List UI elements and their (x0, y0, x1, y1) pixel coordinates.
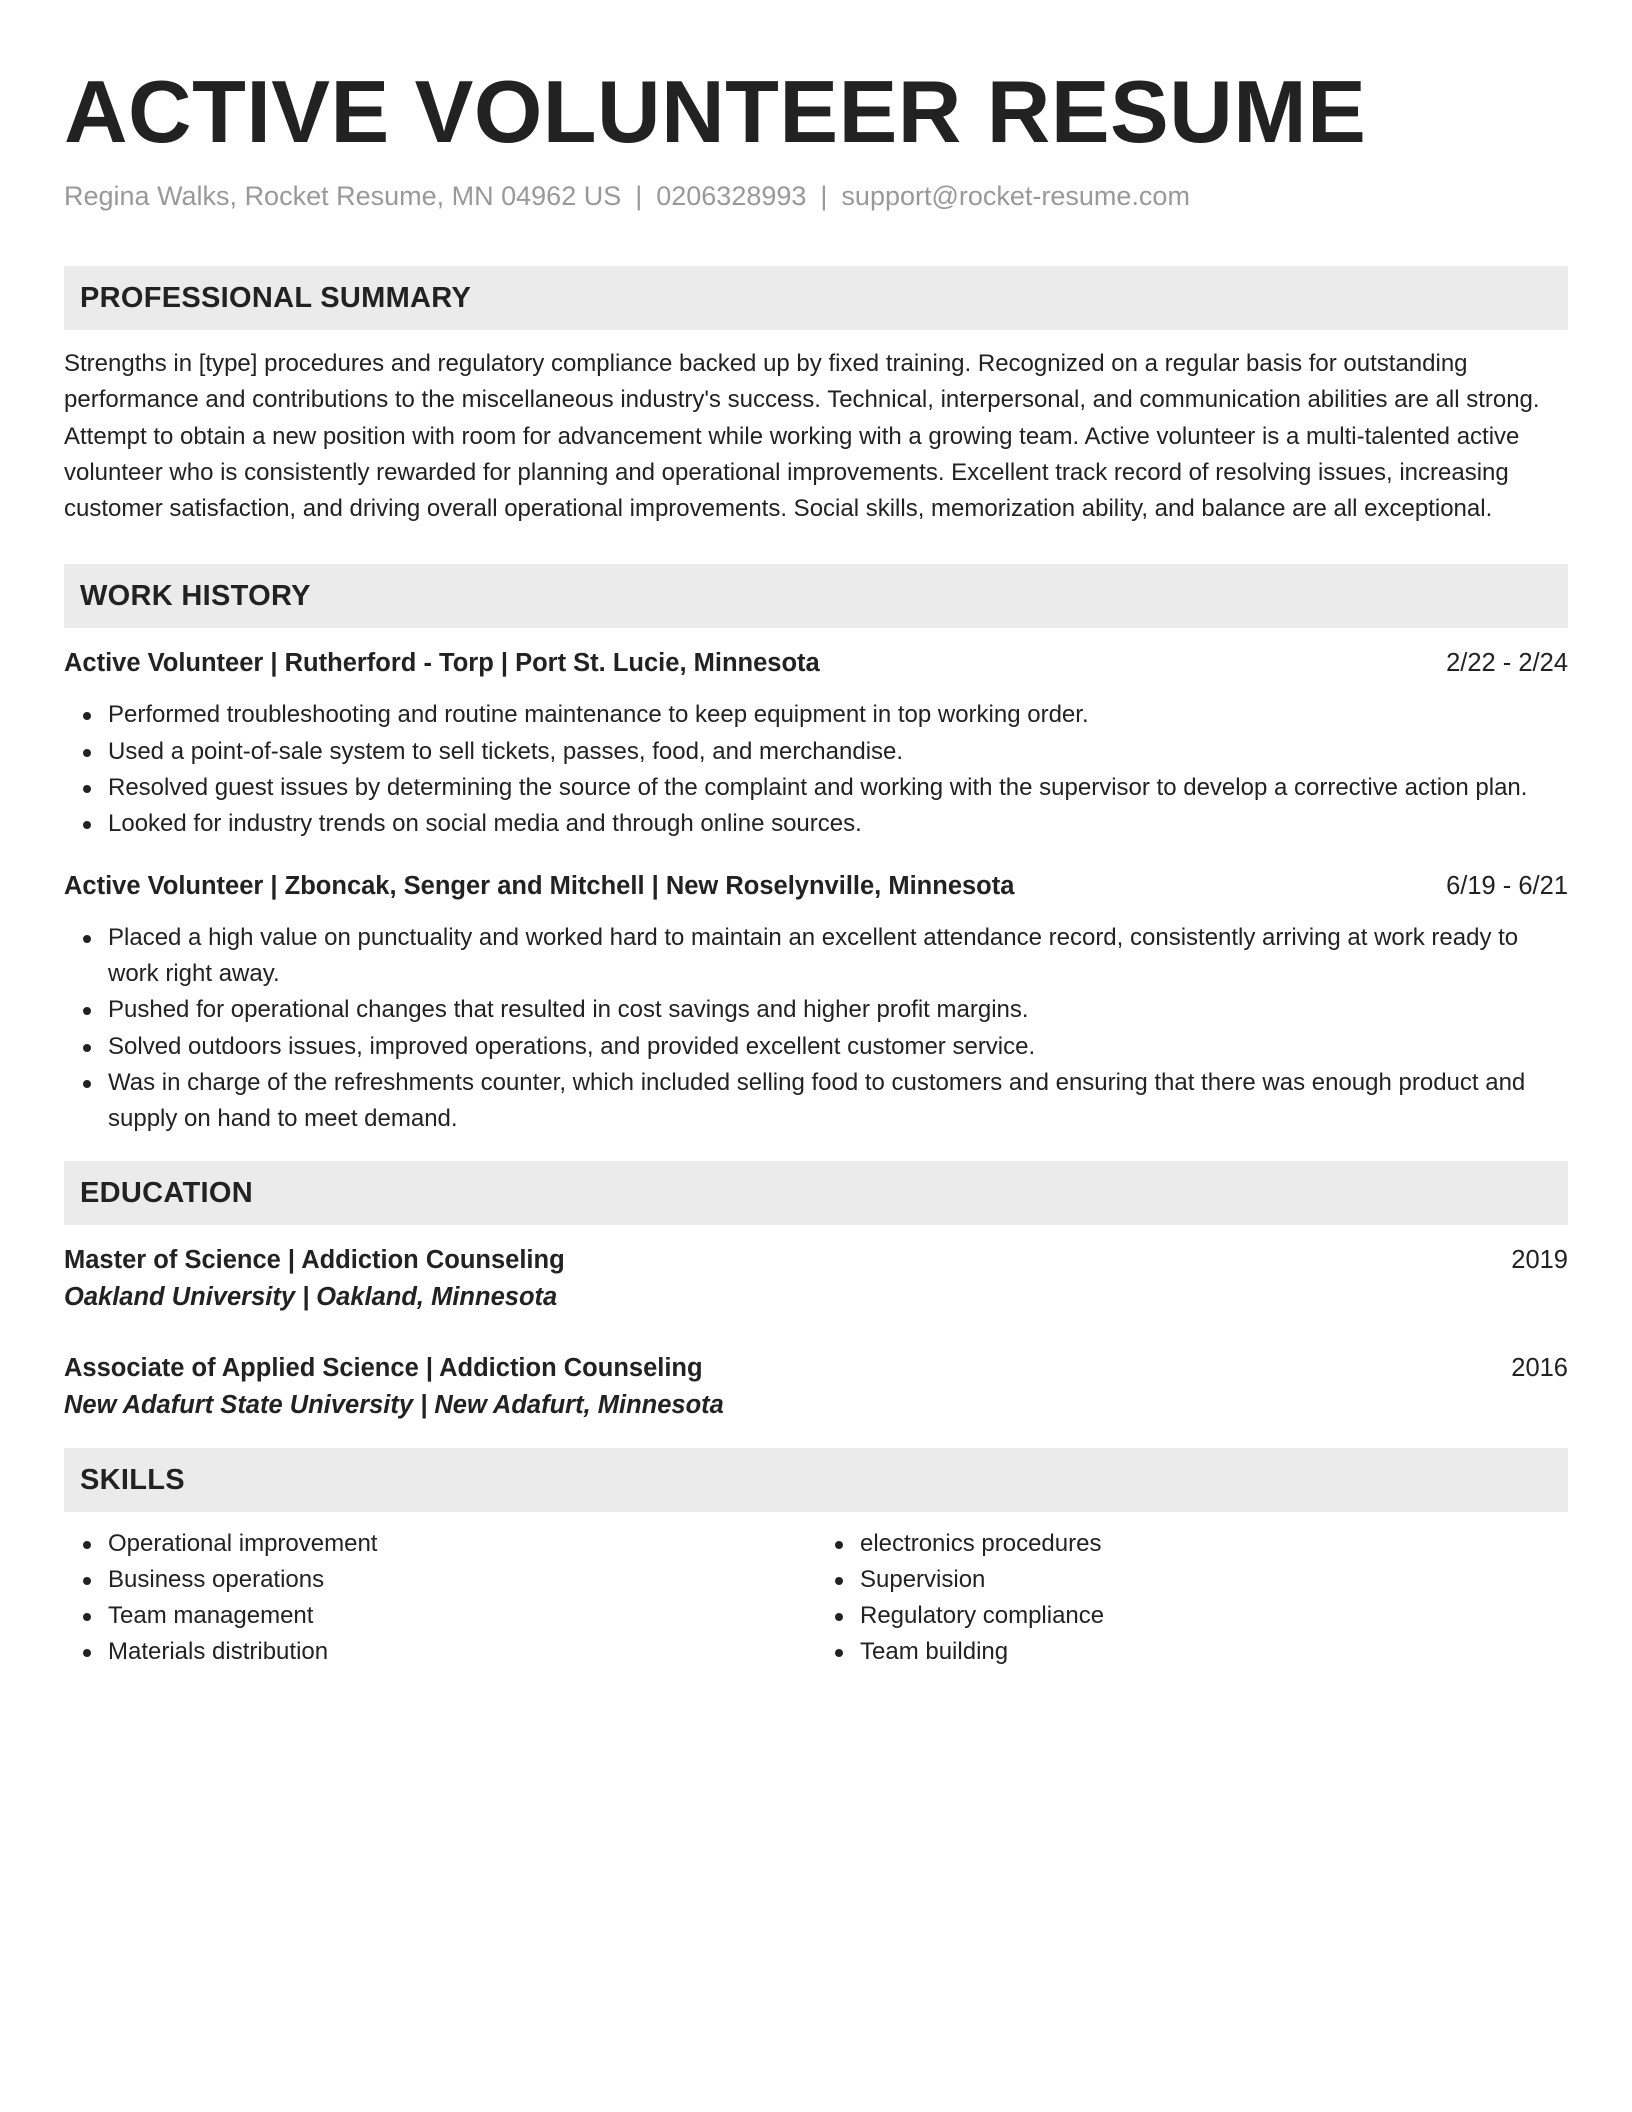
contact-line (64, 178, 1568, 214)
job-entry (64, 868, 1568, 1138)
job-bullet: Placed a high value on punctuality and worked hard to maintain an excellent attendance record, consistently arriving at work ready to work right away. (108, 920, 1568, 993)
skills-list-right (816, 1526, 1568, 1670)
summary-text: Strengths in [type] procedures and regulatory compliance backed up by fixed training. Recognized on a regular basis for outstanding performance and contributions to the miscellaneous industry's success. Technical, interpersonal, and communication abilities are all strong. Attempt to obtain a new position with room for advancement while working with a growing team. Active volunteer is a multi-talented active volunteer who is consistently rewarded for planning and operational improvements. Excellent track record of resolving issues, increasing customer satisfaction, and driving overall operational improvements. Social skills, memorization ability, and balance are all exceptional. (64, 350, 1540, 523)
section-header-education: EDUCATION (64, 1161, 1568, 1225)
skills-list-left (64, 1526, 816, 1670)
job-title: Active Volunteer | Zboncak, Senger and Mitchell | New Roselynville, Minnesota (64, 871, 1015, 900)
resume-title: ACTIVE VOLUNTEER RESUME (64, 62, 1367, 161)
section-header-skills: SKILLS (64, 1448, 1568, 1512)
job-bullets (64, 920, 1568, 1138)
education-school: New Adafurt State University | New Adafurt, Minnesota (64, 1391, 724, 1420)
education-degree: Associate of Applied Science | Addiction Counseling (64, 1354, 703, 1383)
job-bullet: Performed troubleshooting and routine maintenance to keep equipment in top working order. (108, 697, 1568, 733)
skill-item: Regulatory compliance (860, 1598, 1568, 1634)
contact-separator: | (635, 181, 643, 211)
skills-columns (64, 1526, 1568, 1670)
job-bullet: Pushed for operational changes that resulted in cost savings and higher profit margins. (108, 992, 1568, 1028)
education-degree: Master of Science | Addiction Counseling (64, 1246, 565, 1275)
job-title: Active Volunteer | Rutherford - Torp | Port St. Lucie, Minnesota (64, 649, 820, 678)
job-header (64, 868, 1568, 904)
job-dates: 2/22 - 2/24 (1446, 649, 1568, 678)
skill-item: Operational improvement (108, 1526, 816, 1562)
skill-item: Team management (108, 1598, 816, 1634)
job-bullet: Solved outdoors issues, improved operations, and provided excellent customer service. (108, 1029, 1568, 1065)
education-header (64, 1242, 1568, 1278)
skill-item: Team building (860, 1634, 1568, 1670)
education-entry (64, 1242, 1568, 1316)
job-bullet: Looked for industry trends on social media and through online sources. (108, 806, 1568, 842)
education-header (64, 1350, 1568, 1386)
job-bullet: Used a point-of-sale system to sell tickets, passes, food, and merchandise. (108, 734, 1568, 770)
contact-address: Regina Walks, Rocket Resume, MN 04962 US (64, 181, 622, 211)
job-bullets (64, 697, 1568, 842)
contact-phone: 0206328993 (656, 181, 807, 211)
job-dates: 6/19 - 6/21 (1446, 871, 1568, 900)
section-header-summary: PROFESSIONAL SUMMARY (64, 266, 1568, 330)
skill-item: Materials distribution (108, 1634, 816, 1670)
education-entry (64, 1350, 1568, 1424)
education-school: Oakland University | Oakland, Minnesota (64, 1283, 558, 1312)
job-header (64, 645, 1568, 681)
education-year: 2016 (1511, 1354, 1568, 1383)
contact-separator: | (820, 181, 828, 211)
job-bullet: Was in charge of the refreshments counter, which included selling food to customers and ensuring that there was enough product and supply on hand to meet demand. (108, 1065, 1568, 1138)
section-header-work-history: WORK HISTORY (64, 564, 1568, 628)
job-bullet: Resolved guest issues by determining the source of the complaint and working with the supervisor to develop a corrective action plan. (108, 770, 1568, 806)
education-year: 2019 (1511, 1246, 1568, 1275)
job-entry (64, 645, 1568, 842)
skill-item: Business operations (108, 1562, 816, 1598)
skill-item: Supervision (860, 1562, 1568, 1598)
skill-item: electronics procedures (860, 1526, 1568, 1562)
contact-email: support@rocket-resume.com (841, 181, 1190, 211)
